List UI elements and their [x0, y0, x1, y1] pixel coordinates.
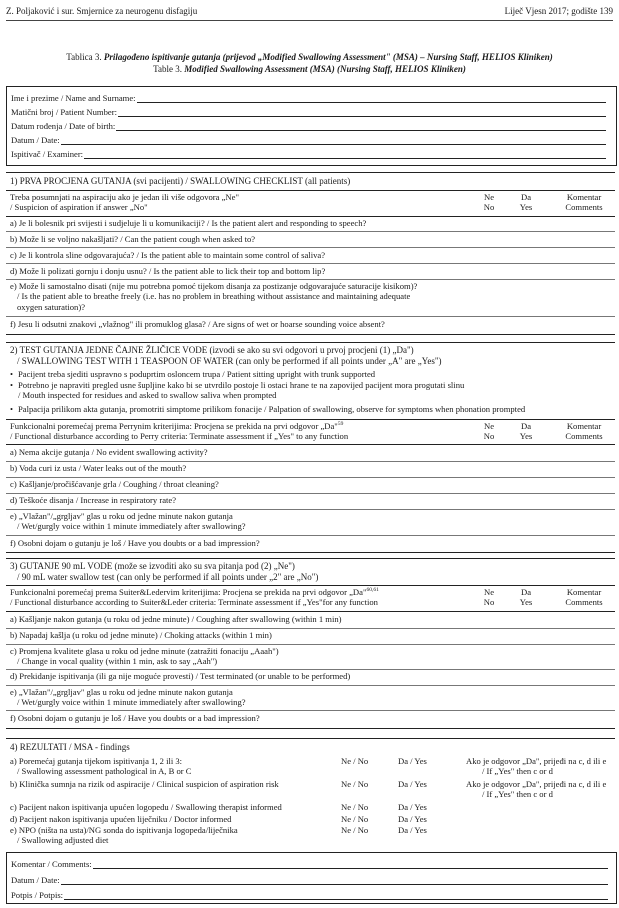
s1-item-e[interactable]: e) Može li samostalno disati (nije mu potrebna pomoć tijekom disanja za postizanje odgovarajuće saturacije kisikom)? / Is the patient able to breathe freely (i.e. has no problem in breathing without assistance and maintaining adequate oxygen saturation)?	[10, 281, 418, 312]
caption-label-hr: Tablica 3.	[66, 52, 104, 62]
s4-item-a: a) Poremećaj gutanja tijekom ispitivanja 1, 2 ili 3: / Swallowing assessment pathological in A, B or C	[10, 756, 192, 777]
section-4-title: 4) REZULTATI / MSA - findings	[10, 742, 130, 752]
section-2-title: 2) TEST GUTANJA JEDNE ČAJNE ŽLIČICE VODE (izvodi se ako su svi odgovori u prvoj procjeni (1) „Da") / SWALLOWING TEST WITH 1 TEASPOON OF WATER (can only be performed if all points under „A" are „Yes")	[10, 345, 442, 366]
s2-item-e[interactable]: e) „Vlažan"/„grgljav" glas u roku od jedne minute nakon gutanja / Wet/gurgly voice within 1 minute immediately after swallowing?	[10, 511, 246, 532]
s2-item-f[interactable]: f) Osobni dojam o gutanju je loš / Have you doubts or a bad impression?	[10, 538, 260, 548]
comments-field[interactable]: Komentar / Comments:	[11, 857, 608, 869]
s1-item-a[interactable]: a) Je li bolesnik pri svijesti i sudjeluje li u komunikaciji? / Is the patient alert and responding to speech?	[10, 218, 367, 228]
s2-col-comments: Komentar Comments	[565, 421, 603, 442]
s1-item-d[interactable]: d) Može li polizati gornju i donju usnu? / Is the patient able to lick their top and bottom lip?	[10, 266, 326, 276]
s3-item-e[interactable]: e) „Vlažan"/„grgljav" glas u roku od jedne minute nakon gutanja / Wet/gurgly voice within 1 minute immediately after swallowing?	[10, 687, 246, 708]
s4-e-da-yes[interactable]: Da / Yes	[398, 825, 427, 835]
section-1	[6, 172, 615, 340]
signature-field[interactable]: Potpis / Potpis:	[11, 888, 608, 900]
s2-item-c[interactable]: c) Kašljanje/pročišćavanje grla / Coughing / throat cleaning?	[10, 479, 219, 489]
header-right: Liječ Vjesn 2017; godište 139	[504, 6, 613, 16]
s1-item-f[interactable]: f) Jesu li odsutni znakovi „vlažnog" ili promuklog glasa? / Are signs of wet or hoarse sounding voice absent?	[10, 319, 385, 329]
s2-item-a[interactable]: a) Nema akcije gutanja / No evident swallowing activity?	[10, 447, 208, 457]
date-field[interactable]: Datum / Date:	[11, 133, 606, 145]
s4-b-ne-no[interactable]: Ne / No	[341, 779, 369, 789]
identification-box	[6, 86, 617, 166]
section-2	[6, 342, 615, 556]
s4-a-da-yes[interactable]: Da / Yes	[398, 756, 427, 766]
s2-item-b[interactable]: b) Voda curi iz usta / Water leaks out of the mouth?	[10, 463, 187, 473]
header-rule	[6, 20, 613, 21]
s3-item-d[interactable]: d) Prekidanje ispitivanja (ili ga nije moguće provesti) / Test terminated (or unable to be performed)	[10, 671, 351, 681]
s3-item-f[interactable]: f) Osobni dojam o gutanju je loš / Have you doubts or a bad impression?	[10, 713, 260, 723]
s2-item-d[interactable]: d) Teškoće disanja / Increase in respiratory rate?	[10, 495, 177, 505]
dob-field[interactable]: Datum rođenja / Date of birth:	[11, 119, 606, 131]
s4-a-ne-no[interactable]: Ne / No	[341, 756, 369, 766]
table-caption-hr	[6, 52, 613, 63]
caption-title-en: Modified Swallowing Assessment (MSA) (Nursing Staff, HELIOS Kliniken)	[184, 64, 466, 74]
s3-item-c[interactable]: c) Promjena kvalitete glasa u roku od jedne minute (zatražiti fonaciju „Aaah") / Change in vocal quality (within 1 min, ask to say „Aah")	[10, 646, 279, 667]
s2-criteria: Funkcionalni poremećaj prema Perrynim kriterijima: Procjena se prekida na prvi odgovor „Da"$^{59}$ / Functional disturbance according to Perry criteria: Terminate assessment if „Yes" to any function	[10, 421, 349, 442]
s4-item-e: e) NPO (ništa na usta)/NG sonda do ispitivanja logopeda/liječnika / Swallowing adjusted diet	[10, 825, 238, 846]
s2-col-da-yes: Da Yes	[519, 421, 533, 442]
section-4	[6, 738, 615, 846]
s3-item-a[interactable]: a) Kašljanje nakon gutanja (u roku od jedne minute) / Coughing after swallowing (within 1 min)	[10, 614, 342, 624]
section-1-title: 1) PRVA PROCJENA GUTANJA (svi pacijenti) / SWALLOWING CHECKLIST (all patients)	[10, 176, 351, 186]
s4-item-d: d) Pacijent nakon ispitivanja upućen liječniku / Doctor informed	[10, 814, 232, 824]
examiner-field[interactable]: Ispitivač / Examiner:	[11, 147, 606, 159]
s4-b-note: Ako je odgovor „Da", prijeđi na c, d ili e / If „Yes" then c or d	[466, 779, 607, 800]
s4-d-ne-no[interactable]: Ne / No	[341, 814, 369, 824]
s4-c-ne-no[interactable]: Ne / No	[341, 802, 369, 812]
running-header	[6, 6, 613, 20]
section-1-intro: Treba posumnjati na aspiraciju ako je jedan ili više odgovora „Ne" / Suspicion of aspiration if answer „No"	[10, 192, 239, 213]
s2-bullet-2: • Potrebno je napraviti pregled usne šupljine kako bi se utvrdilo postoje li ostaci hrane te na zapovijed pacijent mora progutati slinu / Mouth inspected for residues and asked to swallow saliva when prompted	[18, 380, 608, 401]
name-field[interactable]: Ime i prezime / Name and Surname:	[11, 91, 606, 103]
section-3-title: 3) GUTANJE 90 mL VODE (može se izvoditi ako su sva pitanja pod (2) „Ne") / 90 mL water swallow test (can only be performed if all points under „2" are „No")	[10, 561, 319, 582]
s3-col-ne-no: Ne No	[483, 587, 495, 608]
s2-col-ne-no: Ne No	[483, 421, 495, 442]
col-da-yes: Da Yes	[519, 192, 533, 213]
s4-a-note: Ako je odgovor „Da", prijeđi na c, d ili e / If „Yes" then c or d	[466, 756, 607, 777]
caption-title-hr: Prilagođeno ispitivanje gutanja (prijevod „Modified Swallowing Assessment" (MSA) – Nursing Staff, HELIOS Kliniken)	[103, 52, 553, 62]
s4-item-b: b) Klinička sumnja na rizik od aspiracije / Clinical suspicion of aspiration risk	[10, 779, 279, 789]
footer-date-field[interactable]: Datum / Date:	[11, 873, 608, 885]
s3-item-b[interactable]: b) Napadaj kašlja (u roku od jedne minute) / Choking attacks (within 1 min)	[10, 630, 272, 640]
s3-col-da-yes: Da Yes	[519, 587, 533, 608]
table-caption-en	[6, 64, 613, 75]
s2-bullet-1: • Pacijent treba sjediti uspravno s poduprtim osloncem trupa / Patient sitting upright with trunk supported	[18, 369, 608, 379]
caption-label-en: Table 3.	[153, 64, 185, 74]
col-ne-no: Ne No	[483, 192, 495, 213]
s3-col-comments: Komentar Comments	[565, 587, 603, 608]
s4-item-c: c) Pacijent nakon ispitivanja upućen logopedu / Swallowing therapist informed	[10, 802, 282, 812]
signature-box	[6, 852, 617, 904]
section-3	[6, 558, 615, 734]
s1-item-b[interactable]: b) Može li se voljno nakašljati? / Can the patient cough when asked to?	[10, 234, 256, 244]
col-comments: Komentar Comments	[565, 192, 603, 213]
s3-criteria: Funkcionalni poremećaj prema Suiter&Ledervim kriterijima: Procjena se prekida na prvi odgovor „Da"$^{60,61}$ / Functional disturbance according to Suiter&Leder criteria: Terminate assessment if „Yes"for any function	[10, 587, 379, 608]
s4-d-da-yes[interactable]: Da / Yes	[398, 814, 427, 824]
s4-e-ne-no[interactable]: Ne / No	[341, 825, 369, 835]
s2-bullet-3: • Palpacija prilikom akta gutanja, promotriti simptome prilikom fonacije / Palpation of swallowing, observe for symptoms when phonation prompted	[18, 404, 608, 414]
header-left: Z. Poljaković i sur. Smjernice za neurogenu disfagiju	[6, 6, 198, 16]
s4-b-da-yes[interactable]: Da / Yes	[398, 779, 427, 789]
patient-number-field[interactable]: Matični broj / Patient Number:	[11, 105, 606, 117]
s1-item-c[interactable]: c) Je li kontrola sline odgovarajuća? / Is the patient able to maintain some control of saliva?	[10, 250, 326, 260]
s4-c-da-yes[interactable]: Da / Yes	[398, 802, 427, 812]
